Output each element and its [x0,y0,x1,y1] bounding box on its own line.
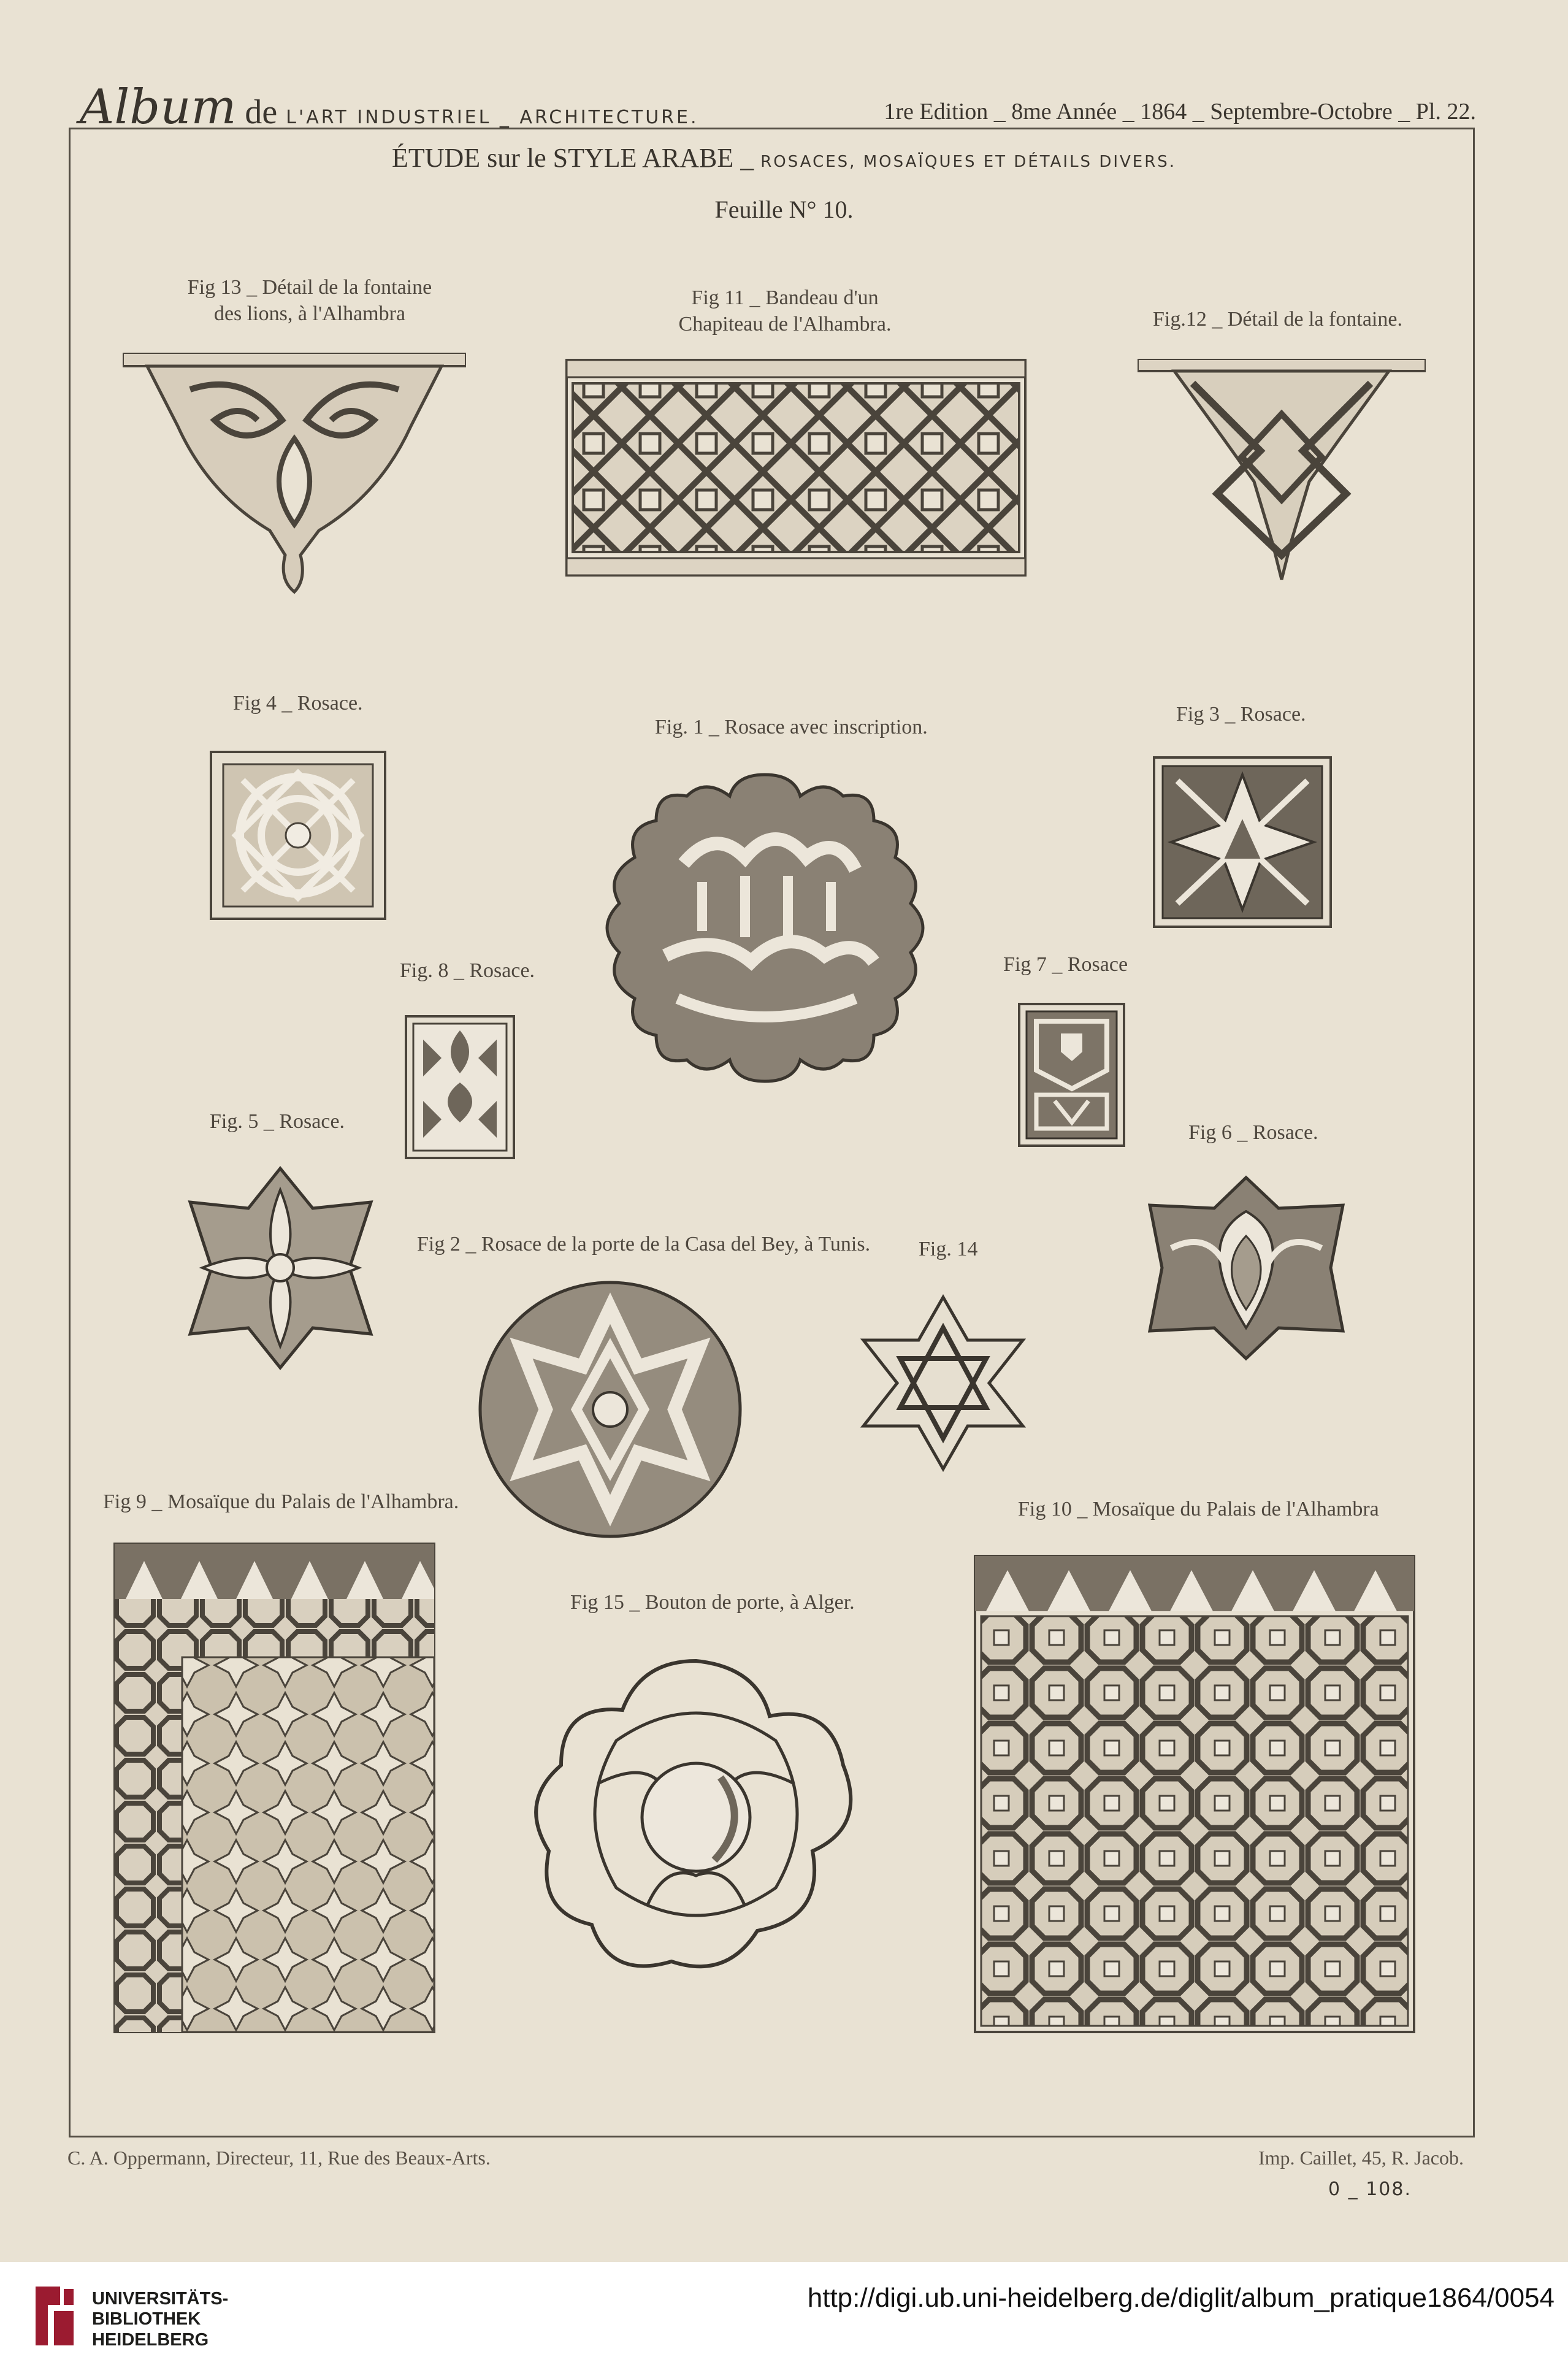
figure-15-door-knob [524,1649,871,1986]
figure-5-rosace [178,1165,383,1371]
figure-4-rosace [210,751,386,920]
plate-title-sub: ROSACES, MOSAÏQUES ET DÉTAILS DIVERS. [760,153,1177,171]
figure-12-fountain-detail [1138,359,1426,586]
caption-fig8: Fig. 8 _ Rosace. [400,959,535,982]
plate-sheet-number: Feuille N° 10. [714,196,854,223]
figure-3-rosace [1153,756,1332,928]
library-name-line1: UNIVERSITÄTS- [92,2289,229,2309]
album-wordmark: Album [80,80,237,135]
library-name-line2: BIBLIOTHEK [92,2309,201,2329]
caption-fig13: Fig 13 _ Détail de la fontaine des lions, à l'Alhambra [187,276,432,325]
caption-fig9: Fig 9 _ Mosaïque du Palais de l'Alhambra. [103,1490,459,1513]
caption-fig1: Fig. 1 _ Rosace avec inscription. [655,716,928,738]
figure-2-rosace-casa-del-bey [478,1281,742,1538]
figure-11-capital-band [565,359,1027,577]
caption-fig14: Fig. 14 [919,1238,978,1260]
caption-fig11: Fig 11 _ Bandeau d'un Chapiteau de l'Alhambra. [678,286,892,335]
figure-8-rosace [405,1015,515,1159]
footer-publisher: C. A. Oppermann, Directeur, 11, Rue des Beaux-Arts. [67,2147,491,2169]
library-name [92,2289,228,2350]
caption-fig5: Fig. 5 _ Rosace. [210,1110,345,1133]
caption-fig4: Fig 4 _ Rosace. [233,692,363,715]
caption-fig2: Fig 2 _ Rosace de la porte de la Casa del Bey, à Tunis. [417,1233,871,1256]
figure-10-alhambra-mosaic [974,1555,1415,2033]
header-edition: 1re Edition _ 8me Année _ 1864 _ Septembre-Octobre _ Pl. 22. [884,99,1476,125]
plate-title [0,142,1568,174]
footer-printer: Imp. Caillet, 45, R. Jacob. [1258,2147,1464,2169]
figure-9-alhambra-mosaic [113,1543,435,2033]
header-series-title [80,80,699,135]
figure-14-star [857,1291,1029,1475]
plate-title-main: ÉTUDE sur le STYLE ARABE _ [391,143,754,173]
caption-fig10: Fig 10 _ Mosaïque du Palais de l'Alhambra [1018,1498,1379,1520]
caption-fig3: Fig 3 _ Rosace. [1176,703,1306,726]
library-banner [0,2262,1568,2373]
caption-fig6: Fig 6 _ Rosace. [1188,1121,1318,1144]
figure-6-rosace [1134,1175,1358,1362]
caption-fig15: Fig 15 _ Bouton de porte, à Alger. [570,1591,855,1614]
caption-fig12: Fig.12 _ Détail de la fontaine. [1153,308,1402,331]
caption-fig7: Fig 7 _ Rosace [1003,953,1128,976]
plate-code: 0 _ 108. [1328,2179,1412,2200]
header-de: de [245,93,278,131]
library-name-line3: HEIDELBERG [92,2329,209,2350]
header-series: L'ART INDUSTRIEL _ ARCHITECTURE. [286,107,699,128]
figure-1-rosace-inscription [592,772,938,1084]
figure-7-rosace [1018,1003,1125,1147]
library-logo-icon [29,2280,80,2352]
figure-13-fountain-detail [123,353,466,598]
source-url-link[interactable]: http://digi.ub.uni-heidelberg.de/diglit/album_pratique1864/0054 [807,2283,1555,2313]
